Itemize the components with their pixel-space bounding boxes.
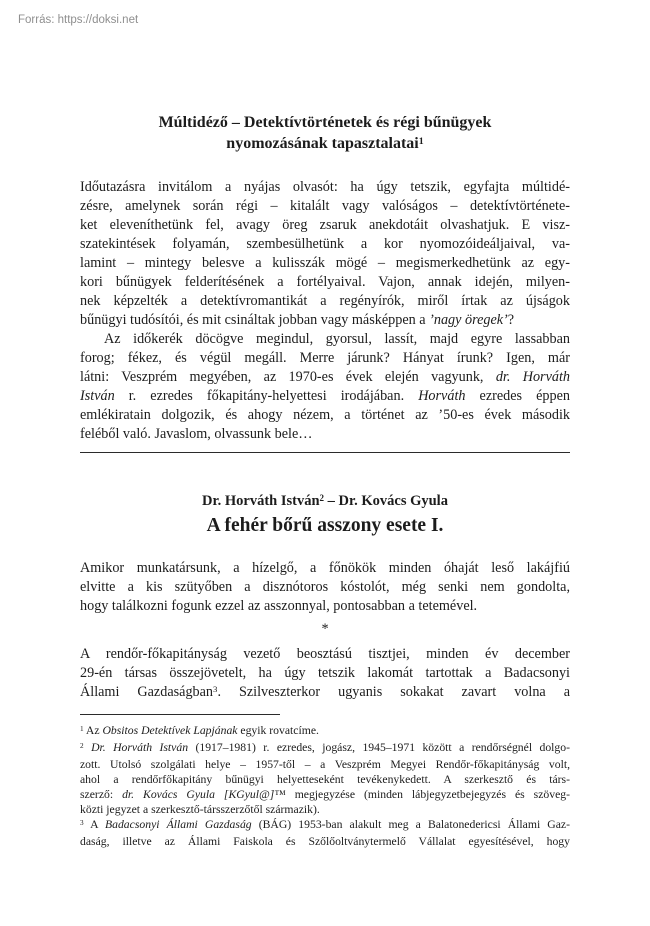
text-line xyxy=(80,834,570,849)
text-segment: nek képzelték a detektívromantikát a regényírók, miről írtak az újságok xyxy=(80,293,570,309)
footnote-ref: 3 xyxy=(213,684,218,695)
source-url-header: Forrás: https://doksi.net xyxy=(18,14,139,26)
text-line xyxy=(80,578,570,597)
text-segment: (1917–1981) r. ezredes, jogász, 1945–1971 között a rendőrségnél dolgo- xyxy=(188,741,571,754)
text-segment: Dr. Horváth István xyxy=(202,493,320,509)
footnote-rule xyxy=(80,714,280,715)
text-segment: nyomozásának tapasztalatai xyxy=(226,135,419,152)
paragraph xyxy=(80,178,570,330)
article-title-line1 xyxy=(80,112,570,133)
text-line xyxy=(80,772,570,787)
text-line xyxy=(80,254,570,273)
text-segment: szatekintések folyamán, szembesülhetünk a kor nyomozóideáljaival, va- xyxy=(80,236,570,252)
text-segment: hogy találkozni fogunk ezzel az asszonnyal, pontosabban a tetemével. xyxy=(80,598,478,614)
text-line xyxy=(80,683,570,703)
text-segment: István xyxy=(80,388,115,404)
text-line xyxy=(80,817,570,834)
text-segment: ahol a rendőrfőkapitány bűnügyi helyetteseként tevékenykedett. A szerkesztő és társ- xyxy=(80,773,570,786)
text-line xyxy=(80,664,570,683)
text-segment: feléből való. Javaslom, olvassunk bele… xyxy=(80,426,313,442)
text-segment: elvitte a kis szütyőben a disznótoros kóstolót, még senki nem gondolta, xyxy=(80,579,570,595)
text-segment: ezredes éppen xyxy=(465,388,571,404)
text-segment: ket eleveníthetünk fel, avagy öreg zsaruk anekdotáit olvashatjuk. E visz- xyxy=(80,217,570,233)
footnote-ref: 1 xyxy=(80,724,84,733)
text-line xyxy=(80,292,570,311)
text-segment: A rendőr-főkapitányság vezető beosztású tisztjei, minden év december xyxy=(80,646,570,662)
text-segment: . Szilveszterkor ugyanis sokakat zavart volna a xyxy=(217,684,571,700)
page-content xyxy=(80,112,570,849)
paragraph xyxy=(80,645,570,703)
text-line xyxy=(80,330,570,349)
text-segment: dr. Kovács Gyula [KGyul@]™ xyxy=(122,788,286,801)
text-line xyxy=(80,216,570,235)
text-segment: forog; fékez, és végül megáll. Merre járunk? Hányat írunk? Igen, már xyxy=(80,350,570,366)
text-segment: emlékiratain dolgozik, és ahogy nézem, a történet az ’50-es évek második xyxy=(80,407,570,423)
story-section-1 xyxy=(80,559,570,616)
text-segment: Állami Gazdaságban xyxy=(80,684,214,700)
story-section-2 xyxy=(80,645,570,703)
text-line xyxy=(80,406,570,425)
text-segment: közti jegyzet a szerkesztő-társszerzőtől származik). xyxy=(80,803,320,816)
text-line xyxy=(80,197,570,216)
footnote-ref: 1 xyxy=(418,135,424,147)
text-segment: Múltidéző – Detektívtörténetek és régi bűnügyek xyxy=(158,114,492,131)
section-divider-rule xyxy=(80,452,570,453)
text-segment: r. ezredes főkapitány-helyettesi irodájában. xyxy=(114,388,419,404)
text-line xyxy=(80,757,570,772)
text-line xyxy=(80,645,570,664)
paragraph xyxy=(80,723,570,740)
text-segment: lamint – mintegy belesve a kulisszák mögé – megismerkedhetünk az egy- xyxy=(80,255,570,271)
paragraph xyxy=(80,330,570,444)
intro-section xyxy=(80,178,570,444)
text-segment: Badacsonyi Állami Gazdaság xyxy=(104,818,252,831)
text-line xyxy=(80,559,570,578)
text-segment: megjegyzése (minden lábjegyzetbejegyzés és szöveg- xyxy=(285,788,570,801)
text-line xyxy=(80,425,570,444)
text-segment: Amikor munkatársunk, a hízelgő, a főnökök minden óhaját leső lakájfiú xyxy=(80,560,570,576)
text-segment: Az időkerék döcögve megindul, gyorsul, lassít, majd egyre lassabban xyxy=(104,331,570,347)
text-line xyxy=(80,235,570,254)
text-segment: Időutazásra invitálom a nyájas olvasót: ha úgy tetszik, egyfajta múltidé- xyxy=(80,179,570,195)
text-segment: szerző: xyxy=(80,788,123,801)
text-segment: látni: Veszprém megyében, az 1970-es évek elején vagyunk, xyxy=(80,369,496,385)
text-segment: Dr. Horváth István xyxy=(91,741,189,754)
story-title: A fehér bőrű asszony esete I. xyxy=(206,515,444,536)
text-line xyxy=(80,740,570,757)
footnote-ref: 2 xyxy=(319,492,325,503)
text-segment: dr. Horváth xyxy=(495,369,571,385)
star-separator: * xyxy=(321,621,329,637)
text-segment: kori bűnügyek felderítésének a fortélyaival. Vajon, annak idején, milyen- xyxy=(80,274,570,290)
section-byline xyxy=(80,492,570,511)
text-segment: 29-én társas összejövetelt, ha úgy tetszik lakomát tartottak a Badacsonyi xyxy=(80,665,570,681)
text-segment: A xyxy=(83,818,105,831)
text-line xyxy=(80,311,570,330)
text-segment: zésre, amelynek során régi – kitalált vagy valóságos – detektívtörténete- xyxy=(80,198,570,214)
text-segment: Obsitos Detektívek Lapjának xyxy=(102,724,238,737)
article-title-line2 xyxy=(80,133,570,156)
text-segment: zott. Utolsó szolgálati helye – 1957-től – a Veszprém Megyei Rendőr-főkapitányság volt, xyxy=(80,758,570,771)
text-segment: Az xyxy=(83,724,103,737)
text-line xyxy=(80,178,570,197)
text-segment: egyik rovatcíme. xyxy=(237,724,319,737)
text-segment: Horváth xyxy=(418,388,466,404)
text-segment: ? xyxy=(507,312,515,328)
paragraph xyxy=(80,817,570,849)
article-title xyxy=(80,112,570,156)
text-line xyxy=(80,273,570,292)
footnotes-section xyxy=(80,723,570,849)
text-line xyxy=(80,597,570,616)
text-segment: ’nagy öregek’ xyxy=(429,312,508,328)
text-segment: bűnügyi tudósítói, és mit csináltak jobban vagy másképpen a xyxy=(80,312,430,328)
text-segment: (BÁG) 1953-ban alakult meg a Balatonedericsi Állami Gaz- xyxy=(251,818,571,831)
text-segment: daság, illetve az Állami Faiskola és Szőlőoltványtermelő Vállalat egyesítésével, hogy xyxy=(80,835,570,848)
text-line xyxy=(80,787,570,802)
text-line xyxy=(80,387,570,406)
text-segment xyxy=(84,741,91,754)
paragraph xyxy=(80,559,570,616)
text-line xyxy=(80,349,570,368)
text-line xyxy=(80,802,570,817)
footnote-ref: 2 xyxy=(80,741,84,750)
text-line xyxy=(80,723,570,740)
paragraph xyxy=(80,740,570,817)
footnote-ref: 3 xyxy=(80,818,84,827)
text-line xyxy=(80,368,570,387)
text-segment: – Dr. Kovács Gyula xyxy=(324,493,448,509)
